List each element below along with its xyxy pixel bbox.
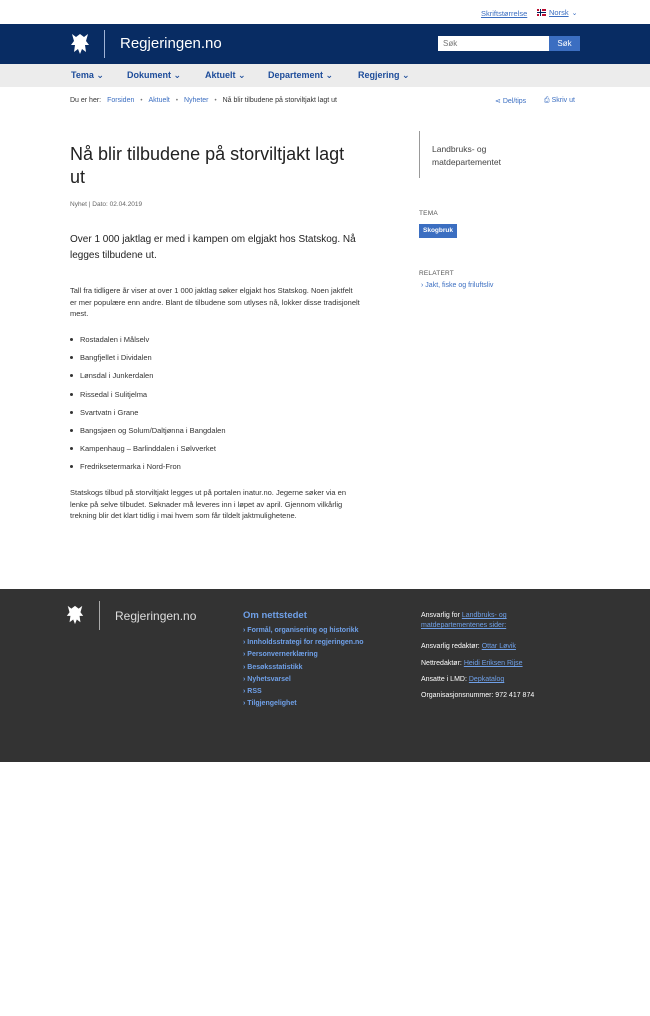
webeditor-link[interactable]: Heidi Eriksen Rijse [463,660,523,667]
print-icon: ⎙ [544,97,550,104]
breadcrumb-separator: • [175,97,178,104]
topic-tag-skogbruk[interactable]: Skogbruk [419,224,457,238]
footer-link[interactable]: › Besøksstatistikk [243,663,303,671]
article-title: Nå blir tilbudene på storviltjakt lagt ut [70,144,345,187]
top-utility-bar [0,0,650,24]
list-item: Lønsdal i Junkerdalen [70,371,226,389]
search-input[interactable] [438,36,549,51]
breadcrumb-current: Nå blir tilbudene på storviltjakt lagt ut [222,97,338,104]
department-name: Landbruks- og matdepartementet [432,144,501,167]
footer-link[interactable]: › Tilgjengelighet [243,700,297,708]
responsible-link[interactable]: Landbruks- og matdepartementenes sider: [421,612,507,629]
print-link[interactable]: ⎙ Skriv ut [544,97,575,104]
chevron-right-icon: › [421,282,424,289]
site-footer [0,589,650,762]
footer-divider [99,601,100,630]
chevron-down-icon: ⌄ [325,70,334,80]
chevron-down-icon: ⌄ [571,9,578,17]
list-item: Fredriksetermarka i Nord-Fron [70,462,226,480]
chevron-right-icon: › [243,675,246,683]
chevron-down-icon: ⌄ [173,70,182,80]
chevron-right-icon: › [243,700,246,708]
editor-info: Ansvarlig redaktør: Ottar Løvik [421,643,516,650]
language-label: Norsk [549,8,569,17]
article-meta: Nyhet | Dato: 02.04.2019 [70,201,143,208]
responsible-info: Ansvarlig for Landbruks- og matdepartementenes sider: [421,612,507,629]
chevron-down-icon: ⌄ [402,70,410,80]
list-item: Rostadalen i Målselv [70,335,226,353]
article-paragraph: Tall fra tidligere år viser at over 1 000 jaktlag søker elgjakt hos Statskog. Noen jaktfelt er mer populære enn andre. Blant de tilbudene som utlyses nå, lokker disse tradisjonelt mest. [70,286,360,318]
related-heading: RELATERT [419,270,454,277]
list-item: Bangsjøen og Solum/Daltjønna i Bangdalen [70,426,226,444]
editor-link[interactable]: Ottar Løvik [481,643,516,650]
footer-link[interactable]: › RSS [243,687,262,695]
breadcrumb-aktuelt[interactable]: Aktuelt [148,97,170,104]
related-link[interactable]: › Jakt, fiske og friluftsliv [421,282,494,289]
breadcrumb-prefix: Du er her: [70,97,102,104]
chevron-down-icon: ⌄ [238,70,246,80]
footer-site-name[interactable]: Regjeringen.no [115,609,197,623]
footer-link[interactable]: › Nyhetsvarsel [243,675,291,683]
staff-info: Ansatte i LMD: Depkatalog [421,676,505,683]
site-name[interactable]: Regjeringen.no [120,35,222,52]
share-link[interactable]: ⋖ Del/tips [495,98,527,105]
tema-heading: TEMA [419,210,438,217]
language-selector[interactable] [537,8,577,17]
breadcrumb [70,97,337,104]
nav-item-dokument[interactable]: Dokument ⌄ [127,70,182,80]
header-divider [104,30,105,58]
staff-link[interactable]: Depkatalog [468,676,505,683]
article-paragraph: Statskogs tilbud på storviltjakt legges ut på portalen inatur.no. Jegerne søker via en lenke på selve tilbudet. Søknader må leveres inn i løpet av april. Gjennom vilkårlig trekning blir det klart tidlig i mai hvem som får tildelt jaktmulighetene. [70,488,346,520]
share-icon: ⋖ [495,98,501,105]
department-box[interactable] [419,131,549,178]
list-item: Kampenhaug – Barlinddalen i Sølvverket [70,444,226,462]
footer-link[interactable]: › Formål, organisering og historikk [243,627,359,634]
about-links [243,627,364,712]
nav-item-tema[interactable]: Tema ⌄ [71,70,104,80]
breadcrumb-forsiden[interactable]: Forsiden [107,97,135,104]
footer-link[interactable]: › Personvernerklæring [243,651,318,659]
webeditor-info: Nettredaktør: Heidi Eriksen Rijse [421,660,523,667]
chevron-right-icon: › [243,663,246,671]
chevron-down-icon: ⌄ [96,70,104,80]
chevron-right-icon: › [243,627,246,634]
nav-item-departement[interactable]: Departement ⌄ [268,70,334,80]
list-item: Rissedal i Sulitjelma [70,390,226,408]
about-heading: Om nettstedet [243,610,307,621]
hunting-areas-list [70,335,226,481]
breadcrumb-separator: • [214,97,217,104]
coat-of-arms-logo[interactable] [69,32,91,56]
font-size-link[interactable]: Skriftstørrelse [481,9,528,18]
org-number: Organisasjonsnummer: 972 417 874 [421,692,535,699]
nav-item-aktuelt[interactable]: Aktuelt ⌄ [205,70,246,80]
norway-flag-icon [537,9,546,16]
list-item: Svartvatn i Grane [70,408,226,426]
chevron-right-icon: › [243,639,246,647]
search-button[interactable]: Søk [549,36,580,51]
nav-item-regjering[interactable]: Regjering ⌄ [358,70,410,80]
coat-of-arms-logo[interactable] [65,603,85,627]
list-item: Bangfjellet i Dividalen [70,353,226,371]
article-lead: Over 1 000 jaktlag er med i kampen om elgjakt hos Statskog. Nå legges tilbudene ut. [70,234,356,261]
breadcrumb-separator: • [140,97,143,104]
footer-link[interactable]: › Innholdsstrategi for regjeringen.no [243,639,364,647]
breadcrumb-nyheter[interactable]: Nyheter [183,97,209,104]
chevron-right-icon: › [243,687,246,695]
main-nav [0,64,650,87]
site-header [0,24,650,64]
chevron-right-icon: › [243,651,246,659]
